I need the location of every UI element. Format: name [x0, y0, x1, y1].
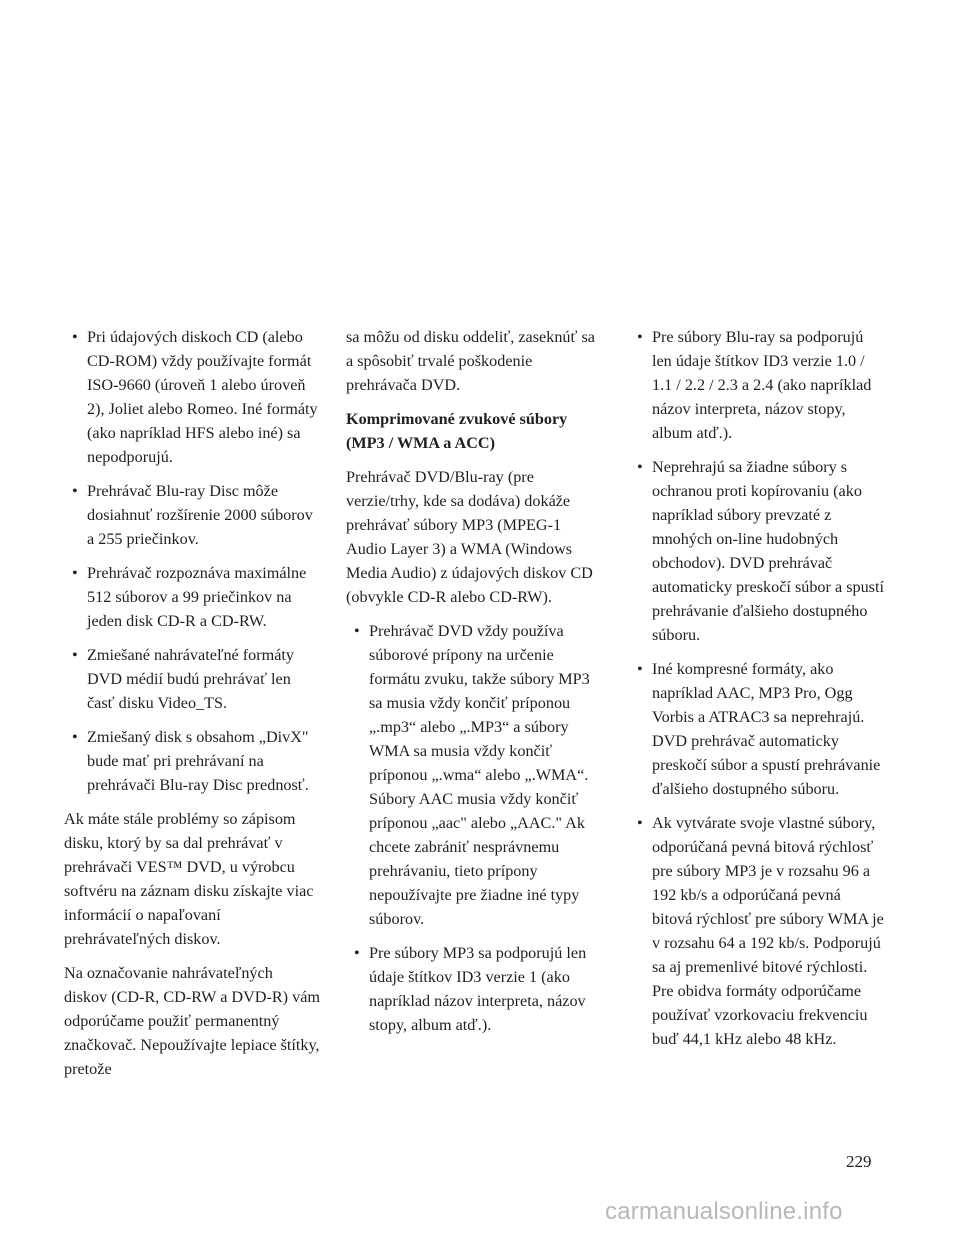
list-item: • Prehrávač rozpoznáva maximálne 512 súborov a 99 priečinkov na jeden disk CD-R a CD-RW.	[64, 561, 320, 633]
section-heading: Komprimované zvukové súbory (MP3 / WMA a ACC)	[346, 410, 568, 452]
list-item: • Pre súbory MP3 sa podporujú len údaje štítkov ID3 verzie 1 (ako napríklad názov interpreta, názov stopy, album atď.).	[346, 941, 602, 1037]
list-item: • Iné kompresné formáty, ako napríklad AAC, MP3 Pro, Ogg Vorbis a ATRAC3 sa neprehrajú. DVD prehrávač automaticky preskočí súbor a spustí prehrávanie ďalšieho dostupného súboru.	[629, 657, 885, 801]
list-item: • Pre súbory Blu-ray sa podporujú len údaje štítkov ID3 verzie 1.0 / 1.1 / 2.2 / 2.3 a 2.4 (ako napríklad názov interpreta, názov stopy, album atď.).	[629, 325, 885, 445]
paragraph: Ak máte stále problémy so zápisom disku, ktorý by sa dal prehrávať v prehrávači VES™ DVD, u výrobcu softvéru na záznam disku získajte viac informácií o napaľovaní prehrávateľných diskov.	[64, 810, 314, 948]
list-item: • Zmiešané nahrávateľné formáty DVD médií budú prehrávať len časť disku Video_TS.	[64, 643, 320, 715]
paragraph: Prehrávač DVD/Blu-ray (pre verzie/trhy, kde sa dodáva) dokáže prehrávať súbory MP3 (MPEG-1 Audio Layer 3) a WMA (Windows Media Audio) z údajových diskov CD (obvykle CD-R alebo CD-RW).	[346, 468, 593, 606]
list-item: • Pri údajových diskoch CD (alebo CD-ROM) vždy používajte formát ISO-9660 (úroveň 1 alebo úroveň 2), Joliet alebo Romeo. Iné formáty (ako napríklad HFS alebo iné) sa nepodporujú.	[64, 325, 320, 469]
paragraph: Na označovanie nahrávateľných diskov (CD-R, CD-RW a DVD-R) vám odporúčame použiť permanentný značkovač. Nepoužívajte lepiace štítky, pretože	[64, 964, 320, 1078]
bullet-list-right	[629, 325, 885, 1051]
column-right	[629, 325, 885, 1061]
list-item: • Prehrávač DVD vždy používa súborové prípony na určenie formátu zvuku, takže súbory MP3 sa musia vždy končiť príponou „.mp3“ alebo „.MP3“ a súbory WMA sa musia vždy končiť príponou „.wma“ alebo „.WMA“. Súbory AAC musia vždy končiť príponou „aac" alebo „AAC." Ak chcete zabrániť nesprávnemu prehrávaniu, tieto prípony nepoužívajte pre žiadne iné typy súborov.	[346, 619, 602, 931]
column-middle	[346, 325, 602, 1047]
list-item: • Ak vytvárate svoje vlastné súbory, odporúčaná pevná bitová rýchlosť pre súbory MP3 je v rozsahu 96 a 192 kb/s a odporúčaná pevná bitová rýchlosť pre súbory WMA je v rozsahu 64 a 192 kb/s. Podporujú sa aj premenlivé bitové rýchlosti. Pre obidva formáty odporúčame používať vzorkovaciu frekvenciu buď 44,1 kHz alebo 48 kHz.	[629, 811, 885, 1051]
paragraph-continuation: sa môžu od disku oddeliť, zaseknúť sa a spôsobiť trvalé poškodenie prehrávača DVD.	[346, 328, 595, 394]
page-number: 229	[846, 1152, 872, 1171]
list-item: • Prehrávač Blu-ray Disc môže dosiahnuť rozšírenie 2000 súborov a 255 priečinkov.	[64, 479, 320, 551]
list-item: • Zmiešaný disk s obsahom „DivX" bude mať pri prehrávaní na prehrávači Blu-ray Disc prednosť.	[64, 725, 320, 797]
bullet-list-left	[64, 325, 320, 797]
watermark-text: carmanualsonline.info	[605, 1198, 843, 1225]
column-left	[64, 325, 320, 1091]
list-item: • Neprehrajú sa žiadne súbory s ochranou proti kopírovaniu (ako napríklad súbory prevzaté z mnohých on-line hudobných obchodov). DVD prehrávač automaticky preskočí súbor a spustí prehrávanie ďalšieho dostupného súboru.	[629, 455, 885, 647]
bullet-list-middle	[346, 619, 602, 1037]
